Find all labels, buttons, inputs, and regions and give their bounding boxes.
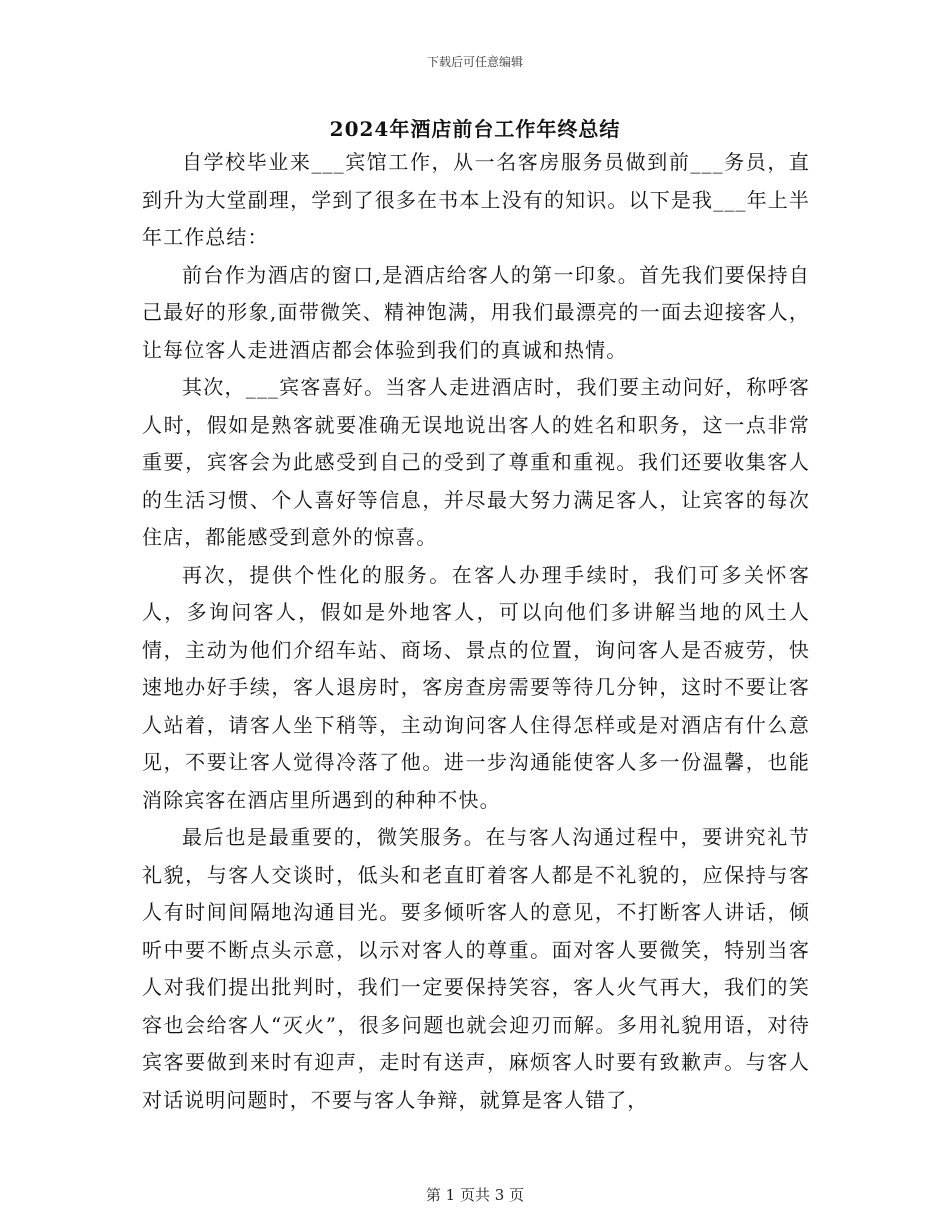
paragraph: 前台作为酒店的窗口,是酒店给客人的第一印象。首先我们要保持自己最好的形象,面带微笑、精神饱满，用我们最漂亮的一面去迎接客人，让每位客人走进酒店都会体验到我们的真诚和热情。 bbox=[142, 262, 810, 362]
document-title: 2024年酒店前台工作年终总结 bbox=[329, 117, 621, 141]
document-body bbox=[142, 144, 810, 1119]
paragraph: 再次，提供个性化的服务。在客人办理手续时，我们可多关怀客人，多询问客人，假如是外地客人，可以向他们多讲解当地的风土人情，主动为他们介绍车站、商场、景点的位置，询问客人是否疲劳，快速地办好手续，客人退房时，客房查房需要等待几分钟，这时不要让客人站着，请客人坐下稍等，主动询问客人住得怎样或是对酒店有什么意见，不要让客人觉得冷落了他。进一步沟通能使客人多一份温馨，也能消除宾客在酒店里所遇到的种种不快。 bbox=[142, 562, 810, 812]
paragraph: 最后也是最重要的，微笑服务。在与客人沟通过程中，要讲究礼节礼貌，与客人交谈时，低头和老直盯着客人都是不礼貌的，应保持与客人有时间间隔地沟通目光。要多倾听客人的意见，不打断客人讲话，倾听中要不断点头示意，以示对客人的尊重。面对客人要微笑，特别当客人对我们提出批判时，我们一定要保持笑容，客人火气再大，我们的笑容也会给客人“灭火”，很多问题也就会迎刃而解。多用礼貌用语，对待宾客要做到来时有迎声，走时有送声，麻烦客人时要有致歉声。与客人对话说明问题时，不要与客人争辩，就算是客人错了， bbox=[142, 825, 810, 1112]
paragraph: 其次，___宾客喜好。当客人走进酒店时，我们要主动问好，称呼客人时，假如是熟客就要准确无误地说出客人的姓名和职务，这一点非常重要，宾客会为此感受到自己的受到了尊重和重视。我们还要收集客人的生活习惯、个人喜好等信息，并尽最大努力满足客人，让宾客的每次住店，都能感受到意外的惊喜。 bbox=[142, 375, 810, 549]
page-number: 第 1 页共 3 页 bbox=[425, 1186, 525, 1204]
header-note: 下载后可任意编辑 bbox=[426, 55, 523, 69]
paragraph: 自学校毕业来___宾馆工作，从一名客房服务员做到前___务员，直到升为大堂副理，学到了很多在书本上没有的知识。以下是我___年上半年工作总结： bbox=[142, 150, 810, 249]
